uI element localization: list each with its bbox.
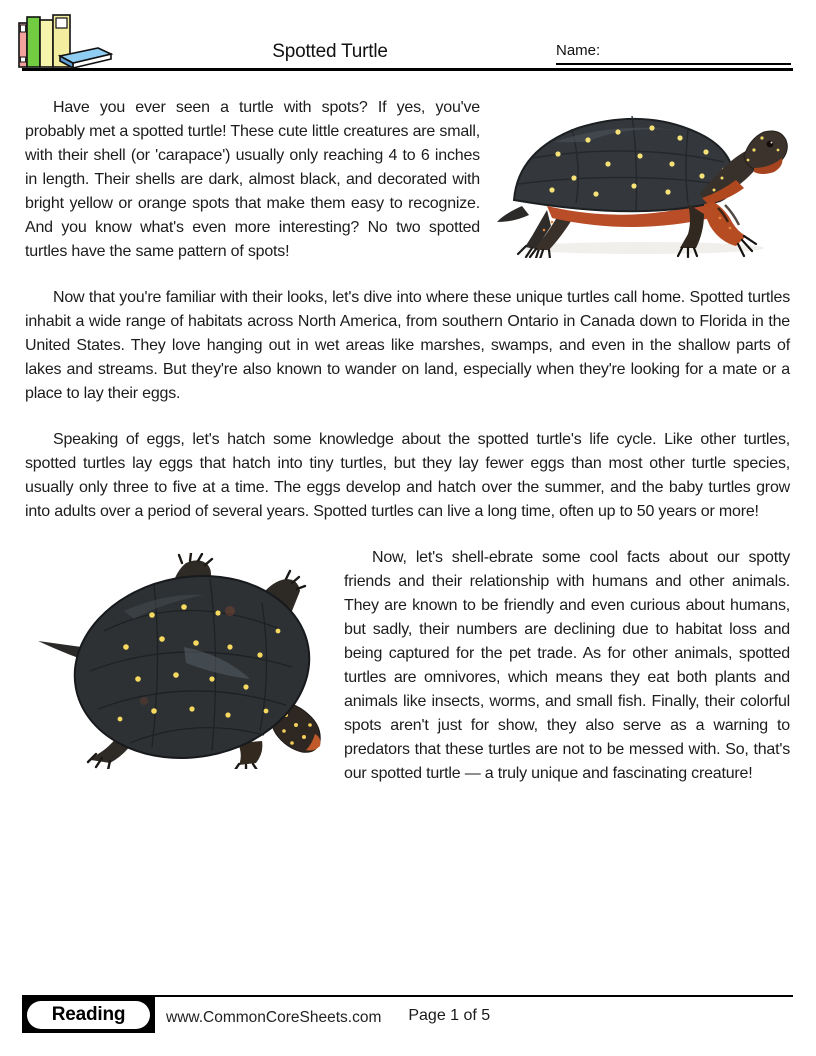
reading-badge [22,997,155,1033]
paragraph-2-text: Now that you're familiar with their looks, let's dive into where these unique turtles call home. Spotted turtles inhabit a wide range of habitats across North America, from southern Ontario in Canada down to Florida in the United States. They love hanging out in wet areas like marshes, swamps, and even in the shallow parts of lakes and streams. But they're also known to wander on land, especially when they're looking for a mate or a place to lay their eggs. [25,289,790,402]
page-title: Spotted Turtle [272,41,388,62]
name-field [556,42,791,65]
paragraph-3-text: Speaking of eggs, let's hatch some knowledge about the spotted turtle's life cycle. Like other turtles, spotted turtles lay eggs that hatch into tiny turtles, but they lay fewer eggs than most other turtle species, usually only three to five at a time. The eggs develop and hatch over the summer, and the baby turtles grow into adults over a period of several years. Spotted turtles can live a long time, often up to 50 years or more! [25,431,790,520]
turtle-top-illustration [34,553,330,769]
spotted-turtle-side-photo [492,98,790,258]
worksheet-footer [22,995,793,1033]
turtle-side-illustration [492,98,790,258]
name-label: Name: [556,42,601,59]
spotted-turtle-top-photo [34,553,330,769]
paragraph-4 [25,546,790,786]
paragraph-1 [25,96,790,264]
paragraph-1-text: Have you ever seen a turtle with spots? If yes, you've probably met a spotted turtle! These cute little creatures are small, with their shell (or 'carapace') usually only reaching 4 to 6 inches in length. Their shells are dark, almost black, and decorated with bright yellow or orange spots that make them easy to recognize. And you know what's even more interesting? No two spotted turtles have the same pattern of spots! [25,99,480,260]
reading-badge-label: Reading [27,1001,150,1029]
reading-passage [25,96,790,808]
page-number: Page 1 of 5 [408,1007,491,1024]
paragraph-2 [25,286,790,406]
worksheet-header [22,0,793,71]
paragraph-4-text: Now, let's shell-ebrate some cool facts about our spotty friends and their relationship with humans and other animals. They are known to be friendly and even curious about humans, but sadly, their numbers are declining due to habitat loss and being captured for the pet trade. As for other animals, spotted turtles are omnivores, which means they eat both plants and animals like insects, worms, and small fish. Finally, their colorful spots aren't just for show, they also serve as a warning to predators that these turtles are not to be messed with. So, that's our spotted turtle — a truly unique and fascinating creature! [344,549,790,782]
paragraph-3 [25,428,790,524]
website-url: www.CommonCoreSheets.com [166,1009,382,1026]
